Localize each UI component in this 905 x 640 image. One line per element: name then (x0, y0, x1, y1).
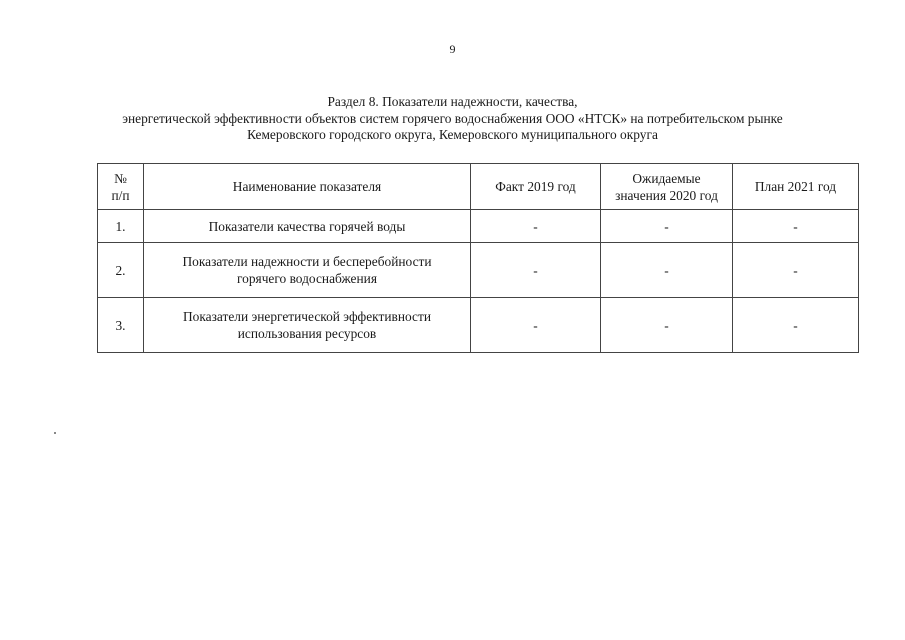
row-name-line-1: Показатели качества горячей воды (208, 218, 406, 234)
row-plan-value: - (733, 210, 859, 243)
page-number: 9 (449, 42, 456, 56)
indicators-table (97, 163, 859, 353)
header-indicator-name: Наименование показателя (144, 164, 471, 210)
row-indicator-name (144, 243, 471, 298)
row-expected-value: - (601, 243, 733, 298)
table-row (98, 298, 859, 353)
header-number-line-1: № (114, 170, 127, 186)
row-indicator-name (144, 298, 471, 353)
header-plan-2021: План 2021 год (733, 164, 859, 210)
table-row (98, 210, 859, 243)
row-expected-value: - (601, 298, 733, 353)
row-name-line-1: Показатели надежности и бесперебойности (182, 254, 432, 269)
header-expected-2020 (601, 164, 733, 210)
header-expected-line-1: Ожидаемые (632, 170, 701, 186)
row-name-line-2: использования ресурсов (237, 326, 377, 341)
heading-line-1: Раздел 8. Показатели надежности, качества, (327, 94, 578, 109)
heading-line-3: Кемеровского городского округа, Кемеровского муниципального округа (247, 127, 658, 142)
row-fact-value: - (471, 243, 601, 298)
header-number-line-2: п/п (111, 187, 130, 203)
table-row (98, 243, 859, 298)
header-number (98, 164, 144, 210)
row-number: 3. (98, 298, 144, 353)
row-number: 2. (98, 243, 144, 298)
row-name-line-2: горячего водоснабжения (236, 271, 377, 286)
row-fact-value: - (471, 210, 601, 243)
row-indicator-name (144, 210, 471, 243)
heading-line-2: энергетической эффективности объектов систем горячего водоснабжения ООО «НТСК» на потребительском рынке (122, 110, 783, 126)
row-plan-value: - (733, 298, 859, 353)
header-expected-line-2: значения 2020 год (615, 187, 718, 203)
row-plan-value: - (733, 243, 859, 298)
section-heading (40, 94, 865, 144)
row-expected-value: - (601, 210, 733, 243)
row-number: 1. (98, 210, 144, 243)
row-fact-value: - (471, 298, 601, 353)
header-fact-2019: Факт 2019 год (471, 164, 601, 210)
scan-speck (54, 432, 56, 434)
row-name-line-1: Показатели энергетической эффективности (182, 309, 432, 324)
table-header-row (98, 164, 859, 210)
